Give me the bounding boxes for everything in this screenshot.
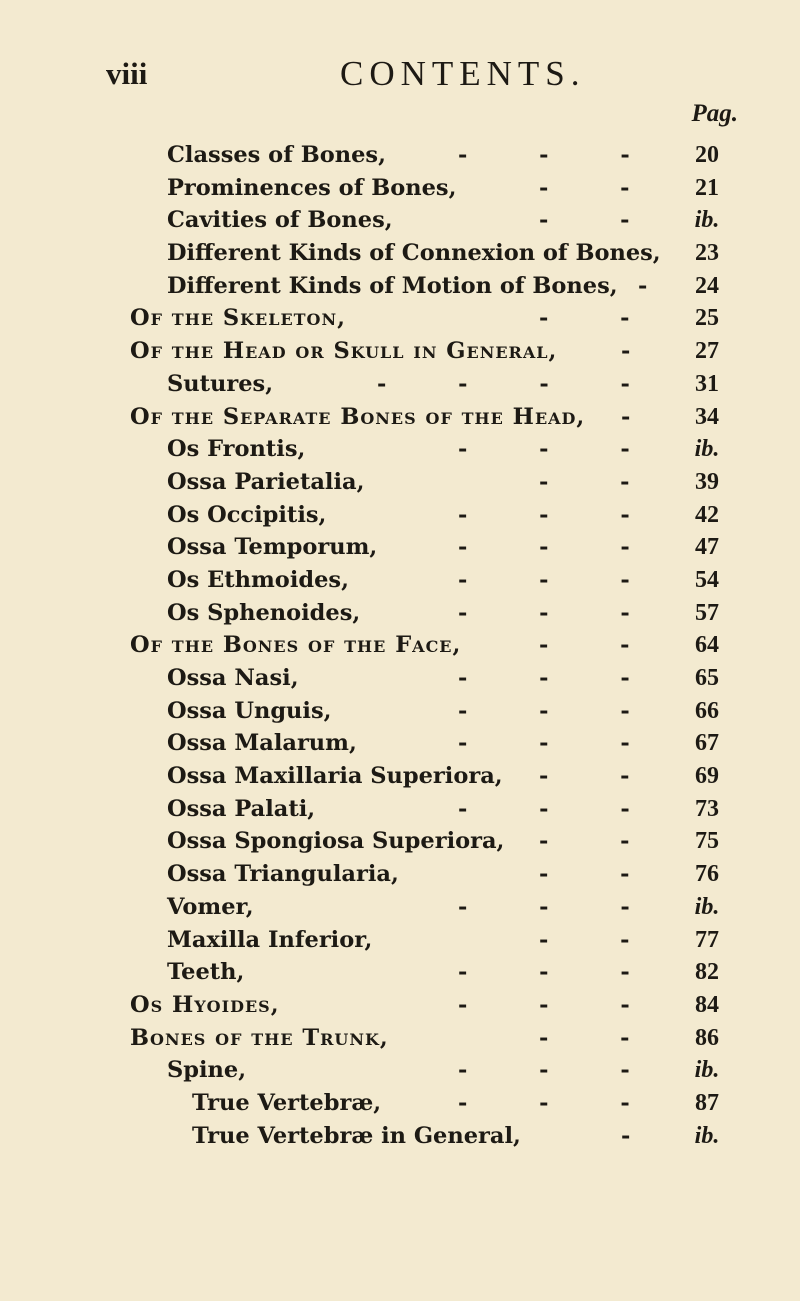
- toc-entry-leader: - - - -: [377, 370, 662, 397]
- toc-entry: [0, 992, 800, 1025]
- toc-entry-page: ib.: [694, 1122, 720, 1149]
- toc-entry-page: 67: [695, 730, 719, 757]
- toc-entry-title: Classes of Bones,: [167, 142, 386, 168]
- toc-entry-title: Cavities of Bones,: [167, 207, 393, 234]
- toc-entry-page: 64: [695, 632, 719, 659]
- toc-entry-title: Of the Separate Bones of the Head,: [130, 403, 586, 430]
- toc-entry-title: Ossa Unguis,: [167, 697, 332, 724]
- toc-entry-page: ib.: [694, 436, 720, 463]
- toc-entry-leader: - - -: [458, 893, 662, 920]
- toc-entry-title: Os Frontis,: [167, 436, 306, 463]
- toc-entry: [0, 371, 800, 404]
- toc-entry-leader: - - -: [458, 697, 662, 724]
- toc-entry-title: Teeth,: [167, 959, 245, 986]
- toc-entry-title: Ossa Maxillaria Superiora,: [167, 763, 503, 790]
- toc-entry-page: 27: [695, 338, 719, 365]
- toc-entry-title: Different Kinds of Motion of Bones,: [167, 272, 618, 299]
- toc-entry-page: 54: [695, 566, 719, 593]
- toc-entry: [0, 861, 800, 894]
- page-number: viii: [106, 56, 148, 91]
- toc-entry-page: 76: [695, 861, 719, 888]
- toc-entry-leader: - - -: [458, 566, 662, 593]
- toc-entry-title: Ossa Nasi,: [167, 665, 299, 691]
- toc-entry-leader: - - -: [458, 436, 662, 463]
- toc-entry: [0, 436, 800, 469]
- toc-entry: [0, 1057, 800, 1090]
- toc-entry-title: Ossa Malarum,: [167, 730, 357, 757]
- toc-entry: [0, 730, 800, 763]
- toc-entry: [0, 404, 800, 437]
- toc-entry: [0, 469, 800, 502]
- toc-entry: [0, 1025, 800, 1058]
- toc-entry-title: Vomer,: [167, 893, 254, 920]
- toc-entry-title: True Vertebræ,: [192, 1089, 382, 1116]
- toc-entry-page: 84: [695, 991, 719, 1018]
- toc-entry-leader: - - -: [458, 959, 662, 986]
- toc-entry-page: 66: [695, 697, 719, 724]
- toc-entry: [0, 240, 800, 273]
- toc-entry-title: True Vertebræ in General,: [192, 1122, 521, 1149]
- toc-entry: [0, 632, 800, 665]
- toc-entry-leader: - -: [539, 305, 662, 332]
- toc-entry: [0, 207, 800, 240]
- table-of-contents: [0, 142, 800, 1155]
- toc-entry-title: Os Sphenoides,: [167, 599, 361, 626]
- toc-entry-leader: - - -: [458, 142, 662, 168]
- toc-entry-page: 23: [695, 240, 719, 267]
- toc-entry-title: Os Hyoides,: [130, 991, 280, 1018]
- toc-entry-title: Ossa Palati,: [167, 795, 316, 822]
- toc-entry: [0, 534, 800, 567]
- toc-entry-title: Prominences of Bones,: [167, 174, 457, 201]
- toc-entry-page: 69: [695, 763, 719, 790]
- toc-entry-page: 86: [695, 1024, 719, 1051]
- toc-entry: [0, 665, 800, 698]
- toc-entry-title: Different Kinds of Connexion of Bones,: [167, 240, 661, 267]
- toc-entry-page: 47: [695, 534, 719, 561]
- toc-entry-leader: - - -: [458, 534, 662, 561]
- toc-entry-page: 31: [695, 370, 719, 397]
- toc-entry: [0, 828, 800, 861]
- toc-entry-title: Ossa Parietalia,: [167, 468, 365, 495]
- toc-entry: [0, 305, 800, 338]
- toc-entry: [0, 600, 800, 633]
- toc-entry: [0, 1123, 800, 1156]
- toc-entry-leader: -: [621, 338, 663, 365]
- toc-entry: [0, 796, 800, 829]
- toc-entry-leader: -: [621, 403, 663, 430]
- toc-entry-page: 24: [695, 272, 719, 299]
- toc-entry-title: Of the Skeleton,: [130, 305, 346, 332]
- toc-entry: [0, 763, 800, 796]
- toc-entry-leader: - -: [539, 926, 662, 953]
- toc-entry-leader: - - -: [458, 501, 662, 528]
- toc-entry: [0, 698, 800, 731]
- toc-entry-leader: - -: [539, 763, 662, 790]
- toc-entry-title: Spine,: [167, 1057, 247, 1084]
- toc-entry-leader: - - -: [458, 665, 662, 691]
- toc-entry-leader: - - -: [458, 599, 662, 626]
- toc-entry-page: 20: [695, 142, 719, 168]
- toc-entry-leader: - -: [539, 207, 662, 234]
- toc-entry-page: 65: [695, 665, 719, 691]
- toc-entry-title: Os Ethmoides,: [167, 566, 349, 593]
- toc-entry-page: ib.: [694, 1057, 720, 1084]
- toc-entry-title: Ossa Temporum,: [167, 534, 378, 561]
- toc-entry-title: Of the Bones of the Face,: [130, 632, 462, 659]
- toc-entry-leader: - - -: [458, 730, 662, 757]
- running-title: CONTENTS.: [340, 54, 586, 93]
- toc-entry-leader: - -: [539, 468, 662, 495]
- toc-entry: [0, 1090, 800, 1123]
- toc-entry-title: Bones of the Trunk,: [130, 1024, 389, 1051]
- toc-entry-leader: - - -: [458, 991, 662, 1018]
- toc-entry-page: 87: [695, 1089, 719, 1116]
- toc-entry-page: ib.: [694, 893, 720, 920]
- toc-entry: [0, 927, 800, 960]
- toc-entry-page: 21: [695, 174, 719, 201]
- toc-entry-page: 82: [695, 959, 719, 986]
- toc-entry-title: Sutures,: [167, 370, 274, 397]
- toc-entry: [0, 894, 800, 927]
- toc-entry-title: Os Occipitis,: [167, 501, 327, 528]
- toc-entry: [0, 502, 800, 535]
- toc-entry-page: 57: [695, 599, 719, 626]
- toc-entry-page: 73: [695, 795, 719, 822]
- toc-entry: [0, 338, 800, 371]
- toc-entry: [0, 175, 800, 208]
- toc-entry-page: 77: [695, 926, 719, 953]
- toc-entry-leader: - -: [539, 174, 662, 201]
- toc-entry: [0, 959, 800, 992]
- page-header: [0, 48, 800, 98]
- toc-entry-leader: -: [621, 1122, 663, 1149]
- toc-entry-title: Maxilla Inferior,: [167, 926, 373, 953]
- toc-entry-leader: - -: [539, 861, 662, 888]
- toc-entry-page: ib.: [694, 207, 720, 234]
- toc-entry-leader: - -: [539, 1024, 662, 1051]
- toc-entry-title: Ossa Triangularia,: [167, 861, 399, 888]
- toc-entry-page: 25: [695, 305, 719, 332]
- toc-entry-page: 42: [695, 501, 719, 528]
- toc-entry-leader: - -: [539, 632, 662, 659]
- toc-entry: [0, 273, 800, 306]
- toc-entry: [0, 142, 800, 175]
- toc-entry-leader: - - -: [458, 795, 662, 822]
- toc-entry: [0, 567, 800, 600]
- toc-entry-leader: - - -: [458, 1057, 662, 1084]
- toc-entry-title: Of the Head or Skull in General,: [130, 338, 558, 365]
- toc-entry-leader: - -: [539, 828, 662, 855]
- toc-entry-leader: - - -: [458, 1089, 662, 1116]
- toc-entry-page: 34: [695, 403, 719, 430]
- toc-entry-page: 75: [695, 828, 719, 855]
- toc-entry-page: 39: [695, 468, 719, 495]
- page-column-label: Pag.: [691, 100, 738, 127]
- toc-entry-leader: -: [638, 272, 680, 299]
- toc-entry-title: Ossa Spongiosa Superiora,: [167, 828, 505, 855]
